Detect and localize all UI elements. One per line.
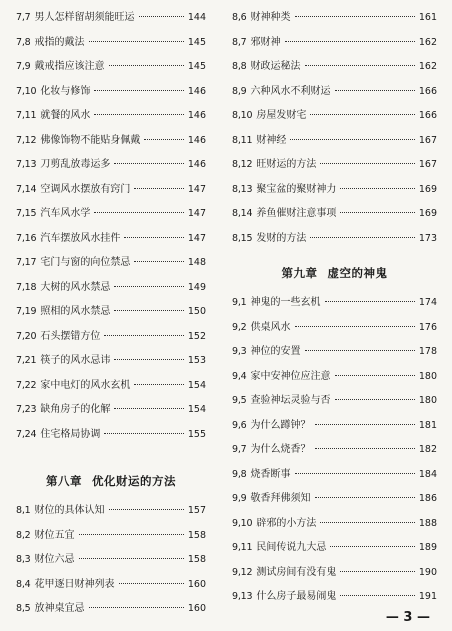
entry-title: 发财的方法: [256, 232, 307, 244]
entry-page-number: 146: [187, 110, 206, 121]
entry-title: 缺角房子的化解: [40, 404, 111, 415]
entry-number: 7,20: [16, 330, 37, 342]
right-entries-a: [232, 8, 437, 253]
toc-entry[interactable]: [16, 180, 206, 205]
entry-page-number: 184: [418, 468, 437, 480]
toc-entry[interactable]: [232, 8, 437, 33]
toc-entry[interactable]: [16, 155, 206, 180]
spacer: [16, 449, 206, 461]
toc-entry[interactable]: [232, 416, 437, 441]
entry-number: 9,2: [232, 321, 247, 333]
toc-entry[interactable]: [16, 501, 206, 526]
entry-number: 9,5: [232, 395, 247, 406]
dot-leader: [335, 90, 415, 91]
dot-leader: [114, 408, 184, 409]
toc-entry[interactable]: [232, 180, 437, 205]
entry-page-number: 167: [418, 134, 437, 146]
toc-entry[interactable]: [16, 57, 206, 82]
toc-entry[interactable]: [16, 327, 206, 352]
entry-title: 石头摆错方位: [40, 330, 101, 342]
toc-entry[interactable]: [232, 391, 437, 416]
entry-page-number: 181: [418, 419, 437, 431]
entry-page-number: 147: [187, 232, 206, 244]
toc-entry[interactable]: [232, 367, 437, 392]
entry-number: 7,10: [16, 85, 37, 97]
entry-number: 7,11: [16, 110, 37, 121]
entry-number: 8,10: [232, 110, 253, 121]
dot-leader: [114, 286, 184, 287]
entry-page-number: 150: [187, 306, 206, 317]
entry-title: 化妆与修饰: [40, 85, 91, 97]
dot-leader: [310, 237, 415, 238]
chapter-label: 第九章: [281, 266, 318, 280]
dot-leader: [295, 473, 415, 474]
dot-leader: [104, 433, 184, 434]
entry-page-number: 162: [418, 61, 437, 72]
dot-leader: [315, 424, 415, 425]
entry-page-number: 191: [418, 591, 437, 602]
dot-leader: [109, 65, 184, 66]
entry-title: 财神种类: [250, 12, 291, 23]
entry-title: 戴戒指应该注意: [34, 61, 105, 72]
dot-leader: [139, 16, 184, 17]
toc-left-column: [16, 8, 206, 624]
entry-page-number: 147: [187, 208, 206, 219]
page-number: — 3 —: [385, 610, 430, 625]
dot-leader: [335, 375, 415, 376]
entry-page-number: 161: [418, 12, 437, 23]
entry-title: 敬香拜佛须知: [250, 493, 311, 504]
toc-entry[interactable]: [16, 82, 206, 107]
entry-title: 花甲逐日财神列表: [34, 578, 115, 590]
toc-entry[interactable]: [16, 302, 206, 327]
entry-title: 住宅格局协调: [40, 428, 101, 440]
entry-page-number: 186: [418, 493, 437, 504]
entry-title: 就餐的风水: [40, 110, 91, 121]
entry-number: 8,1: [16, 505, 31, 516]
entry-title: 男人怎样留胡须能旺运: [34, 12, 135, 23]
dot-leader: [315, 497, 415, 498]
entry-number: 9,9: [232, 493, 247, 504]
entry-number: 9,6: [232, 419, 247, 431]
entry-title: 宅门与窗的向位禁忌: [40, 257, 131, 268]
toc-entry[interactable]: [232, 57, 437, 82]
toc-entry[interactable]: [16, 131, 206, 156]
toc-entry[interactable]: [16, 550, 206, 575]
entry-number: 8,15: [232, 232, 253, 244]
entry-page-number: 158: [187, 529, 206, 541]
toc-right-column: [232, 8, 437, 612]
entry-title: 房屋发财宅: [256, 110, 307, 121]
entry-title: 财神经: [256, 134, 287, 146]
dot-leader: [134, 188, 184, 189]
chapter-label: 第八章: [46, 474, 82, 488]
entry-number: 9,12: [232, 566, 253, 578]
dot-leader: [330, 546, 415, 547]
toc-entry[interactable]: [232, 587, 437, 612]
entry-number: 9,7: [232, 444, 247, 455]
entry-title: 供桌风水: [250, 321, 291, 333]
entry-page-number: 182: [418, 444, 437, 455]
left-entries-b: [16, 501, 206, 624]
entry-page-number: 148: [187, 257, 206, 268]
entry-number: 8,12: [232, 159, 253, 170]
toc-entry[interactable]: [16, 376, 206, 401]
chapter-title: 优化财运的方法: [92, 474, 176, 488]
entry-page-number: 160: [187, 603, 206, 614]
dot-leader: [340, 212, 415, 213]
entry-page-number: 173: [418, 232, 437, 244]
entry-number: 7,12: [16, 134, 37, 146]
dot-leader: [305, 65, 415, 66]
entry-page-number: 188: [418, 517, 437, 529]
toc-entry[interactable]: [232, 293, 437, 318]
entry-page-number: 167: [418, 159, 437, 170]
toc-entry[interactable]: [16, 351, 206, 376]
entry-number: 8,4: [16, 578, 31, 590]
entry-number: 7,18: [16, 281, 37, 293]
toc-entry[interactable]: [232, 514, 437, 539]
toc-entry[interactable]: [232, 318, 437, 343]
dot-leader: [89, 41, 184, 42]
entry-title: 养鱼催财注意事项: [256, 208, 337, 219]
entry-number: 7,7: [16, 12, 31, 23]
entry-number: 8,11: [232, 134, 253, 146]
entry-title: 民间传说九大忌: [256, 542, 327, 553]
entry-page-number: 147: [187, 183, 206, 195]
entry-title: 大树的风水禁忌: [40, 281, 111, 293]
entry-page-number: 146: [187, 159, 206, 170]
entry-title: 财位五宜: [34, 529, 75, 541]
entry-title: 财位的具体认知: [34, 505, 105, 516]
entry-page-number: 169: [418, 183, 437, 195]
entry-page-number: 174: [418, 297, 437, 308]
entry-title: 烧香断事: [250, 468, 291, 480]
dot-leader: [315, 448, 415, 449]
entry-page-number: 144: [187, 12, 206, 23]
toc-entry[interactable]: [232, 82, 437, 107]
entry-title: 什么房子最易闹鬼: [256, 591, 337, 602]
toc-entry[interactable]: [232, 131, 437, 156]
toc-entry[interactable]: [16, 8, 206, 33]
toc-entry[interactable]: [232, 155, 437, 180]
entry-number: 7,8: [16, 36, 31, 48]
entry-number: 8,7: [232, 36, 247, 48]
toc-entry[interactable]: [16, 204, 206, 229]
toc-entry[interactable]: [232, 440, 437, 465]
entry-title: 汽车风水学: [40, 208, 91, 219]
entry-number: 7,22: [16, 379, 37, 391]
entry-number: 7,13: [16, 159, 37, 170]
dot-leader: [290, 139, 415, 140]
entry-title: 戒指的戴法: [34, 36, 85, 48]
dot-leader: [144, 139, 184, 140]
dot-leader: [104, 335, 184, 336]
entry-page-number: 180: [418, 395, 437, 406]
chapter-title: 虚空的神鬼: [327, 266, 388, 280]
toc-entry[interactable]: [232, 33, 437, 58]
dot-leader: [340, 595, 415, 596]
dot-leader: [134, 261, 184, 262]
toc-entry[interactable]: [232, 538, 437, 563]
entry-title: 筷子的风水忌讳: [40, 355, 111, 366]
entry-title: 辟邪的小方法: [256, 517, 317, 529]
entry-title: 空调风水摆放有窍门: [40, 183, 131, 195]
dot-leader: [94, 212, 184, 213]
toc-entry[interactable]: [232, 106, 437, 131]
entry-number: 8,5: [16, 603, 31, 614]
dot-leader: [325, 301, 415, 302]
dot-leader: [89, 607, 184, 608]
chapter-heading: [16, 461, 206, 501]
dot-leader: [119, 583, 184, 584]
entry-number: 7,14: [16, 183, 37, 195]
toc-entry[interactable]: [232, 229, 437, 254]
entry-number: 7,17: [16, 257, 37, 268]
entry-number: 8,9: [232, 85, 247, 97]
entry-number: 8,3: [16, 554, 31, 565]
dot-leader: [335, 399, 415, 400]
entry-page-number: 166: [418, 85, 437, 97]
left-entries-a: [16, 8, 206, 449]
toc-entry[interactable]: [232, 342, 437, 367]
dot-leader: [114, 359, 184, 360]
dot-leader: [340, 188, 415, 189]
entry-number: 8,2: [16, 529, 31, 541]
dot-leader: [134, 384, 184, 385]
entry-page-number: 154: [187, 379, 206, 391]
toc-entry[interactable]: [16, 575, 206, 600]
toc-entry[interactable]: [232, 563, 437, 588]
entry-page-number: 180: [418, 370, 437, 382]
dot-leader: [109, 509, 184, 510]
entry-title: 照相的风水禁忌: [40, 306, 111, 317]
entry-page-number: 160: [187, 578, 206, 590]
entry-page-number: 145: [187, 36, 206, 48]
dot-leader: [79, 534, 184, 535]
dot-leader: [114, 163, 184, 164]
entry-page-number: 145: [187, 61, 206, 72]
entry-number: 7,24: [16, 428, 37, 440]
entry-title: 家中安神位应注意: [250, 370, 331, 382]
dot-leader: [295, 16, 415, 17]
entry-page-number: 166: [418, 110, 437, 121]
entry-page-number: 146: [187, 134, 206, 146]
entry-number: 9,11: [232, 542, 253, 553]
toc-entry[interactable]: [16, 599, 206, 624]
entry-page-number: 154: [187, 404, 206, 415]
toc-entry[interactable]: [16, 33, 206, 58]
chapter-heading: [232, 253, 437, 293]
dot-leader: [305, 350, 415, 351]
dot-leader: [94, 90, 184, 91]
entry-page-number: 153: [187, 355, 206, 366]
entry-number: 8,6: [232, 12, 247, 23]
entry-title: 汽车摆放风水挂件: [40, 232, 121, 244]
entry-page-number: 152: [187, 330, 206, 342]
dot-leader: [114, 310, 184, 311]
entry-page-number: 158: [187, 554, 206, 565]
entry-page-number: 162: [418, 36, 437, 48]
entry-page-number: 176: [418, 321, 437, 333]
dot-leader: [295, 326, 415, 327]
entry-title: 刀剪乱放毒运多: [40, 159, 111, 170]
entry-number: 9,1: [232, 297, 247, 308]
entry-number: 7,16: [16, 232, 37, 244]
entry-page-number: 169: [418, 208, 437, 219]
entry-number: 9,13: [232, 591, 253, 602]
entry-title: 神鬼的一些玄机: [250, 297, 321, 308]
entry-page-number: 149: [187, 281, 206, 293]
entry-title: 测试房间有没有鬼: [256, 566, 337, 578]
entry-page-number: 178: [418, 346, 437, 357]
dot-leader: [320, 522, 415, 523]
dot-leader: [285, 41, 415, 42]
right-entries-b: [232, 293, 437, 612]
entry-number: 9,8: [232, 468, 247, 480]
dot-leader: [320, 163, 415, 164]
entry-title: 为什么蹲钟？: [250, 419, 311, 431]
entry-title: 六种风水不利财运: [250, 85, 331, 97]
entry-title: 放神桌宜忌: [34, 603, 85, 614]
entry-number: 8,14: [232, 208, 253, 219]
entry-number: 9,10: [232, 517, 253, 529]
toc-entry[interactable]: [16, 425, 206, 450]
entry-title: 聚宝盆的聚财神力: [256, 183, 337, 195]
entry-title: 查验神坛灵验与否: [250, 395, 331, 406]
toc-entry[interactable]: [16, 278, 206, 303]
toc-entry[interactable]: [232, 204, 437, 229]
entry-title: 旺财运的方法: [256, 159, 317, 170]
dot-leader: [124, 237, 184, 238]
entry-number: 7,19: [16, 306, 37, 317]
toc-entry[interactable]: [16, 400, 206, 425]
entry-title: 财位六忌: [34, 554, 75, 565]
entry-number: 7,21: [16, 355, 37, 366]
entry-number: 8,13: [232, 183, 253, 195]
dot-leader: [79, 558, 184, 559]
entry-number: 8,8: [232, 61, 247, 72]
toc-entry[interactable]: [232, 489, 437, 514]
entry-page-number: 189: [418, 542, 437, 553]
entry-number: 9,4: [232, 370, 247, 382]
toc-entry[interactable]: [232, 465, 437, 490]
entry-title: 财政运秘法: [250, 61, 301, 72]
toc-entry[interactable]: [16, 526, 206, 551]
entry-number: 7,23: [16, 404, 37, 415]
entry-page-number: 146: [187, 85, 206, 97]
dot-leader: [310, 114, 415, 115]
entry-page-number: 155: [187, 428, 206, 440]
entry-number: 7,9: [16, 61, 31, 72]
toc-entry[interactable]: [16, 229, 206, 254]
entry-page-number: 157: [187, 505, 206, 516]
toc-entry[interactable]: [16, 106, 206, 131]
dot-leader: [94, 114, 184, 115]
entry-number: 9,3: [232, 346, 247, 357]
entry-title: 家中电灯的风水玄机: [40, 379, 131, 391]
toc-entry[interactable]: [16, 253, 206, 278]
entry-page-number: 190: [418, 566, 437, 578]
entry-number: 7,15: [16, 208, 37, 219]
entry-title: 为什么烧香？: [250, 444, 311, 455]
dot-leader: [340, 571, 415, 572]
entry-title: 佛像饰物不能贴身佩戴: [40, 134, 141, 146]
entry-title: 邪财神: [250, 36, 281, 48]
entry-title: 神位的安置: [250, 346, 301, 357]
